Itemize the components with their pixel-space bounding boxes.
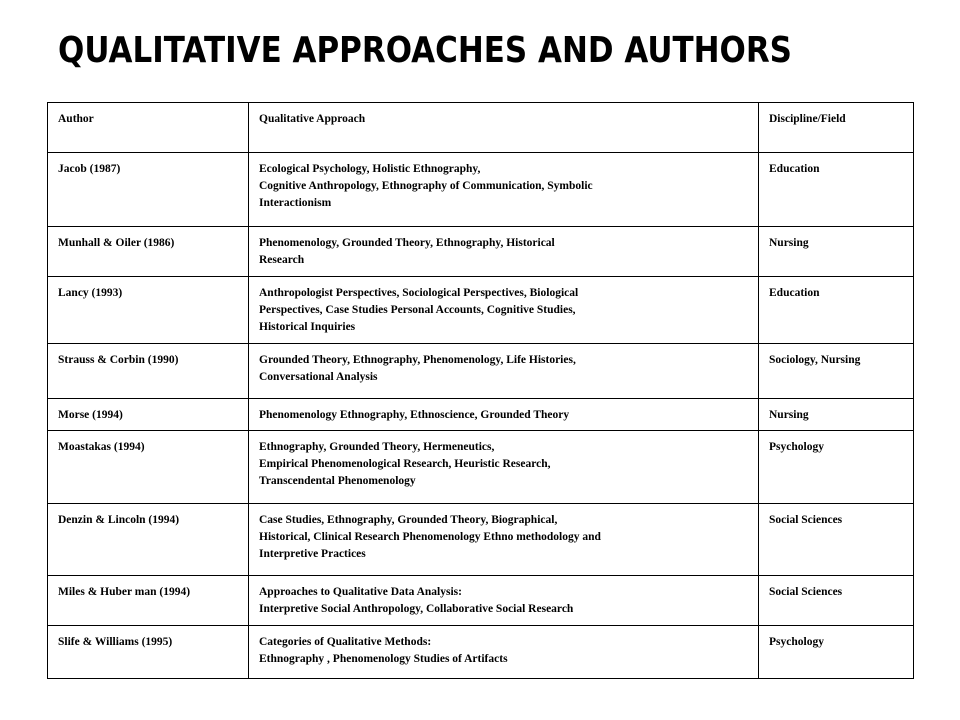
- table-row: [48, 626, 914, 679]
- cell-field: Psychology: [759, 431, 914, 504]
- header-field: Discipline/Field: [759, 103, 914, 153]
- approach-line: Categories of Qualitative Methods:: [259, 636, 432, 648]
- approach-line: Research: [259, 254, 305, 266]
- cell-author: Strauss & Corbin (1990): [48, 344, 249, 399]
- approach-line: Ethnography , Phenomenology Studies of Artifacts: [259, 653, 508, 665]
- cell-author: Miles & Huber man (1994): [48, 576, 249, 626]
- cell-field: Social Sciences: [759, 576, 914, 626]
- cell-field: Social Sciences: [759, 504, 914, 576]
- approach-line: Perspectives, Case Studies Personal Accounts, Cognitive Studies,: [259, 304, 576, 316]
- approach-line: Ethnography, Grounded Theory, Hermeneutics,: [259, 441, 495, 453]
- approach-line: Cognitive Anthropology, Ethnography of Communication, Symbolic: [259, 180, 593, 192]
- cell-author: Moastakas (1994): [48, 431, 249, 504]
- cell-field: Nursing: [759, 227, 914, 277]
- cell-approach: [249, 227, 759, 277]
- table-row: [48, 576, 914, 626]
- approach-line: Empirical Phenomenological Research, Heuristic Research,: [259, 458, 551, 470]
- cell-author: Jacob (1987): [48, 153, 249, 227]
- approach-line: Approaches to Qualitative Data Analysis:: [259, 586, 462, 598]
- cell-field: Psychology: [759, 626, 914, 679]
- approach-line: Conversational Analysis: [259, 371, 378, 383]
- cell-field: Sociology, Nursing: [759, 344, 914, 399]
- table-row: [48, 277, 914, 344]
- table-header-row: [48, 103, 914, 153]
- approach-line: Phenomenology, Grounded Theory, Ethnography, Historical: [259, 237, 555, 249]
- cell-approach: [249, 626, 759, 679]
- cell-approach: [249, 399, 759, 431]
- approach-line: Grounded Theory, Ethnography, Phenomenology, Life Histories,: [259, 354, 576, 366]
- cell-approach: [249, 576, 759, 626]
- table-row: [48, 227, 914, 277]
- approaches-table: [47, 102, 914, 679]
- table-row: [48, 399, 914, 431]
- approach-line: Historical, Clinical Research Phenomenology Ethno methodology and: [259, 531, 601, 543]
- cell-approach: [249, 277, 759, 344]
- approach-line: Interpretive Practices: [259, 548, 366, 560]
- table-row: [48, 431, 914, 504]
- cell-field: Education: [759, 153, 914, 227]
- cell-author: Lancy (1993): [48, 277, 249, 344]
- approach-line: Anthropologist Perspectives, Sociological Perspectives, Biological: [259, 287, 579, 299]
- cell-field: Nursing: [759, 399, 914, 431]
- table-row: [48, 504, 914, 576]
- approach-line: Case Studies, Ethnography, Grounded Theory, Biographical,: [259, 514, 558, 526]
- cell-author: Denzin & Lincoln (1994): [48, 504, 249, 576]
- approach-line: Ecological Psychology, Holistic Ethnography,: [259, 163, 481, 175]
- cell-approach: [249, 504, 759, 576]
- cell-author: Slife & Williams (1995): [48, 626, 249, 679]
- approach-line: Interactionism: [259, 197, 332, 209]
- approach-line: Historical Inquiries: [259, 321, 356, 333]
- cell-field: Education: [759, 277, 914, 344]
- header-approach: Qualitative Approach: [249, 103, 759, 153]
- slide-title: QUALITATIVE APPROACHES AND AUTHORS: [58, 30, 792, 71]
- cell-author: Munhall & Oiler (1986): [48, 227, 249, 277]
- approach-line: Phenomenology Ethnography, Ethnoscience, Grounded Theory: [259, 409, 570, 421]
- approach-line: Transcendental Phenomenology: [259, 475, 416, 487]
- table-row: [48, 153, 914, 227]
- cell-approach: [249, 431, 759, 504]
- cell-approach: [249, 153, 759, 227]
- table-row: [48, 344, 914, 399]
- header-author: Author: [48, 103, 249, 153]
- cell-author: Morse (1994): [48, 399, 249, 431]
- cell-approach: [249, 344, 759, 399]
- approach-line: Interpretive Social Anthropology, Collaborative Social Research: [259, 603, 574, 615]
